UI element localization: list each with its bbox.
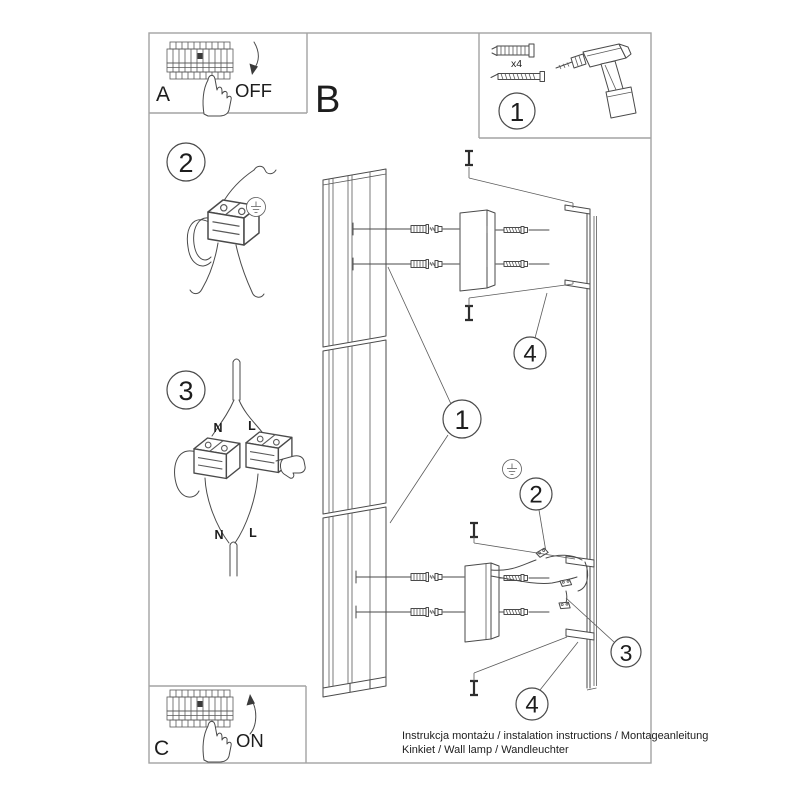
tools-panel [491, 44, 636, 129]
panel-a-label: A [156, 83, 171, 106]
mounting-bracket-bottom [465, 563, 499, 642]
step-3-number: 3 [178, 376, 194, 406]
screw-icon [491, 72, 545, 82]
earth-symbol-badge [247, 198, 266, 217]
circuit-breaker-icon [167, 690, 233, 727]
label-l-top: L [248, 419, 256, 433]
pressing-hand-icon [203, 721, 231, 762]
arrow-up-head [247, 694, 256, 706]
supply-cable-bottom [205, 474, 258, 576]
wall-edge [565, 205, 597, 690]
panel-c-label: C [154, 737, 170, 760]
panel-a-action: OFF [235, 80, 272, 101]
drill-icon [556, 44, 636, 118]
footer-line1: Instrukcja montażu / instalation instructions / Montageanleitung [402, 730, 709, 742]
panel-c [154, 690, 264, 762]
callout-1-number: 1 [454, 405, 470, 435]
callout-4-lower-number: 4 [525, 691, 539, 719]
step-2-number: 2 [178, 148, 194, 178]
callout-4-upper-leader [535, 293, 547, 338]
label-n-top: N [213, 421, 223, 435]
step-3-wiring [167, 359, 305, 576]
pressing-hand-icon [203, 75, 231, 116]
footer [402, 730, 708, 756]
circuit-breaker-icon [167, 42, 233, 79]
lamp-profile [323, 169, 386, 697]
fixing-screws-upper [353, 223, 459, 270]
footer-line2: Kinkiet / Wall lamp / Wandleuchter [402, 744, 569, 756]
bracket-screws-lower [499, 575, 549, 616]
callout-1-leaders [388, 267, 451, 523]
fixing-screws-lower [356, 571, 464, 618]
mounting-bracket-top [460, 210, 495, 291]
earth-symbol-badge [503, 460, 522, 479]
callout-2-leader [539, 510, 546, 552]
page-frame [149, 33, 651, 763]
anchor-quantity: x4 [511, 58, 523, 70]
label-n-bottom: N [214, 528, 224, 542]
mini-terminal-icon [558, 600, 572, 611]
callout-3-number: 3 [619, 640, 633, 666]
panel-c-action: ON [236, 730, 264, 751]
callout-4-upper-number: 4 [523, 340, 537, 368]
step-2-wiring [167, 143, 276, 297]
section-b-label: B [315, 79, 341, 121]
mini-terminal-icon [559, 578, 572, 588]
step-1-number: 1 [509, 97, 525, 127]
callout-2-number: 2 [529, 481, 543, 509]
wall-anchor-icon [492, 44, 534, 57]
main-diagram [323, 151, 641, 720]
callout-4-lower-leader [540, 642, 578, 690]
label-l-bottom: L [249, 526, 257, 540]
bracket-screws-upper [496, 227, 549, 268]
panel-a [156, 42, 272, 116]
terminal-block-left-icon [194, 438, 240, 479]
